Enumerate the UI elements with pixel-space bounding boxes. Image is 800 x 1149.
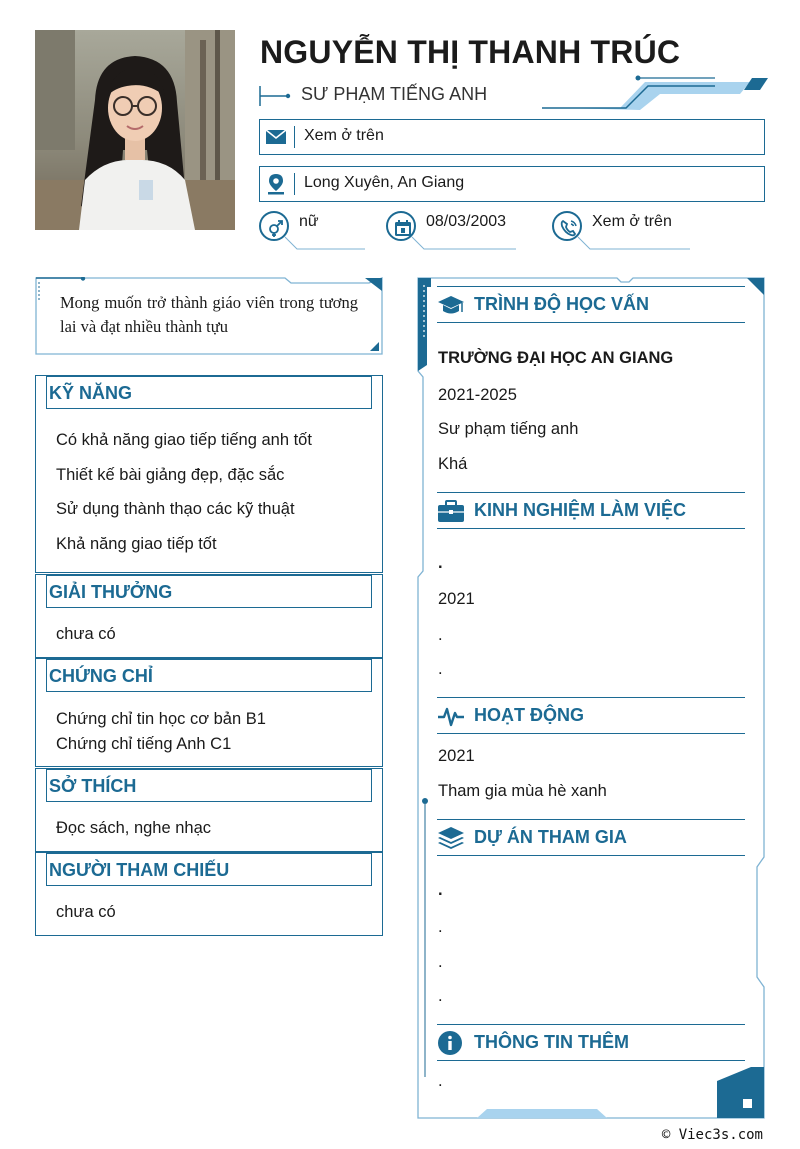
list-item: Khả năng giao tiếp tốt <box>56 535 217 553</box>
address-value: Long Xuyên, An Giang <box>304 174 465 191</box>
right-column <box>417 277 765 1119</box>
references-section <box>35 852 383 936</box>
education-major: Sư phạm tiếng anh <box>438 420 579 438</box>
awards-section <box>35 574 383 658</box>
location-pin-icon <box>264 173 288 195</box>
activity-description: Tham gia mùa hè xanh <box>438 782 607 800</box>
title-line-icon <box>258 82 298 110</box>
job-title: SƯ PHẠM TIẾNG ANH <box>301 84 488 104</box>
additional-info-text: . <box>438 1072 443 1090</box>
objective-text: Mong muốn trở thành giáo viên trong tương lai và đạt nhiều thành tựu <box>60 293 358 336</box>
footer-credit: © Viec3s.com <box>661 1127 763 1143</box>
list-item: Chứng chỉ tin học cơ bản B1 <box>56 710 266 728</box>
certificates-heading: CHỨNG CHỈ <box>46 659 372 692</box>
project-name: . <box>438 881 443 899</box>
experience-heading: KINH NGHIỆM LÀM VIỆC <box>437 492 745 529</box>
projects-heading: DỰ ÁN THAM GIA <box>437 819 745 856</box>
envelope-icon <box>264 126 288 148</box>
awards-heading: GIẢI THƯỞNG <box>46 575 372 608</box>
info-icon <box>437 1031 465 1055</box>
briefcase-icon <box>437 499 465 523</box>
career-objective <box>35 277 383 355</box>
pulse-icon <box>437 704 465 728</box>
underline-decoration <box>576 235 692 251</box>
skills-heading: KỸ NĂNG <box>46 376 372 409</box>
list-item: chưa có <box>56 903 116 921</box>
phone-value: Xem ở trên <box>592 213 672 230</box>
experience-description: . <box>438 660 443 678</box>
address-row <box>259 166 765 202</box>
list-item: Có khả năng giao tiếp tiếng anh tốt <box>56 431 312 449</box>
underline-decoration <box>410 235 518 251</box>
email-row <box>259 119 765 155</box>
activity-period: 2021 <box>438 747 475 765</box>
experience-company: . <box>438 554 443 572</box>
project-detail: . <box>438 953 443 971</box>
birthday-value: 08/03/2003 <box>426 213 507 230</box>
list-item: Chứng chỉ tiếng Anh C1 <box>56 735 232 753</box>
profile-photo-image <box>35 30 235 230</box>
graduation-cap-icon <box>437 293 465 317</box>
experience-position: . <box>438 626 443 644</box>
gender-item <box>259 211 369 251</box>
project-detail: . <box>438 918 443 936</box>
project-detail: . <box>438 987 443 1005</box>
separator <box>294 173 295 195</box>
list-item: Đọc sách, nghe nhạc <box>56 819 212 837</box>
experience-period: 2021 <box>438 590 475 608</box>
hobbies-section <box>35 768 383 852</box>
email-value: Xem ở trên <box>304 127 384 144</box>
school-name: TRƯỜNG ĐẠI HỌC AN GIANG <box>438 349 674 367</box>
layers-icon <box>437 826 465 850</box>
certificates-section <box>35 658 383 767</box>
additional-info-heading: THÔNG TIN THÊM <box>437 1024 745 1061</box>
education-grade: Khá <box>438 455 468 473</box>
education-period: 2021-2025 <box>438 386 517 404</box>
skills-section <box>35 375 383 573</box>
profile-photo <box>35 30 235 230</box>
separator <box>294 126 295 148</box>
underline-decoration <box>283 235 367 251</box>
hobbies-heading: SỞ THÍCH <box>46 769 372 802</box>
list-item: Thiết kế bài giảng đẹp, đặc sắc <box>56 466 285 484</box>
activities-heading: HOẠT ĐỘNG <box>437 697 745 734</box>
phone-item <box>552 211 692 251</box>
education-heading: TRÌNH ĐỘ HỌC VẤN <box>437 286 745 323</box>
header-decoration <box>540 74 770 112</box>
gender-value: nữ <box>299 213 319 230</box>
list-item: Sử dụng thành thạo các kỹ thuật <box>56 500 295 518</box>
job-title-row <box>258 82 558 110</box>
candidate-name: NGUYỄN THỊ THANH TRÚC <box>260 34 681 70</box>
references-heading: NGƯỜI THAM CHIẾU <box>46 853 372 886</box>
list-item: chưa có <box>56 625 116 643</box>
birthday-item <box>386 211 518 251</box>
